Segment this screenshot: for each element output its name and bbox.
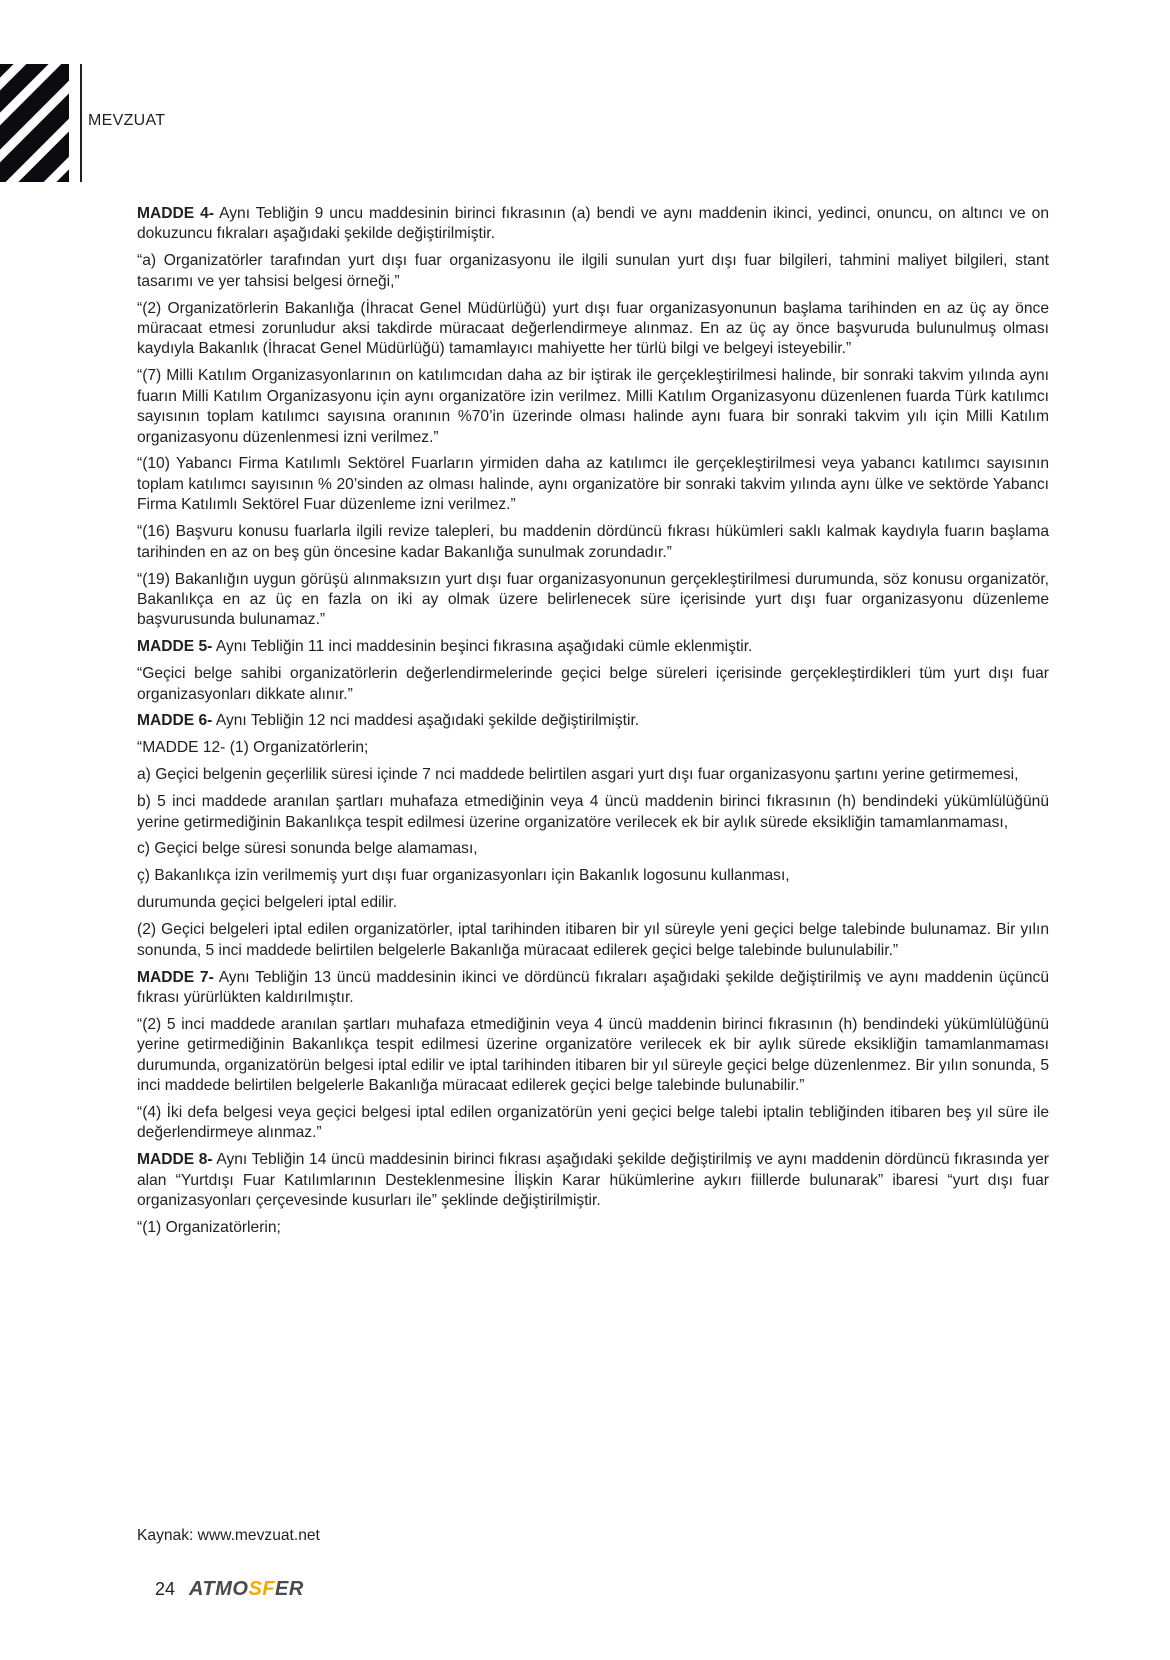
paragraph-text: “(2) 5 inci maddede aranılan şartları muhafaza etmediğinin veya 4 üncü maddenin birinci fıkrasının (h) bendindeki yükümlülüğünü yerine getirmediğinin Bakanlıkça tespit edilmesi üzerine organizatöre verilecek ek bir aylık sürede eksikliğin tamamlanmaması durumunda, organizatörün belgesi iptal edilir ve iptal tarihinden itibaren bir yıl süreyle geçici belge düzenlenmez. Bir yılın sonunda, 5 inci maddede belirtilen belgelerle Bakanlığa müracaat edilerek geçici belge talebinde bulunabilir.” bbox=[137, 1015, 1049, 1095]
paragraph-text: durumunda geçici belgeleri iptal edilir. bbox=[137, 894, 398, 912]
paragraph-text: “(7) Milli Katılım Organizasyonlarının on katılımcıdan daha az bir iştirak ile gerçekleştirilmesi halinde, bir sonraki takvim yılında aynı fuarın Milli Katılım Organizasyonu için aynı organizatöre izin verilmez. Milli Katılım Organizasyonu düzenlenen fuarda Türk katılımcı sayısının toplam katılımcı sayısına oranının %70’in üzerinde olması halinde aynı fuara bir sonraki takvim yılı için Milli Katılım organizasyonu düzenlenmesi izni verilmez.” bbox=[137, 367, 1049, 446]
diagonal-stripes-icon bbox=[0, 64, 69, 182]
paragraph bbox=[137, 299, 1049, 360]
paragraph-text: Aynı Tebliğin 13 üncü maddesinin ikinci ve dördüncü fıkraları aşağıdaki şekilde değiştirilmiş ve aynı maddenin üçüncü fıkrası yürürlükten kaldırılmıştır. bbox=[137, 968, 1049, 1006]
paragraph-text: “(1) Organizatörlerin; bbox=[137, 1218, 281, 1236]
paragraph bbox=[137, 366, 1049, 448]
paragraph-text: “(19) Bakanlığın uygun görüşü alınmaksızın yurt dışı fuar organizasyonunun gerçekleştirilmesi durumunda, söz konusu organizatör, Bakanlıkça en az üç en fazla on iki ay olmak üzere belirlenecek süre içerisinde yurt dışı fuar organizasyonu düzenleme başvurusunda bulunamaz.” bbox=[137, 570, 1049, 629]
paragraph bbox=[137, 522, 1049, 563]
article-heading-paragraph bbox=[137, 968, 1049, 1009]
paragraph bbox=[137, 893, 1049, 913]
paragraph-text: ç) Bakanlıkça izin verilmemiş yurt dışı fuar organizasyonları için Bakanlık logosunu kullanması, bbox=[137, 867, 790, 885]
header-divider bbox=[80, 64, 82, 182]
article-body bbox=[137, 204, 1049, 1245]
paragraph bbox=[137, 1103, 1049, 1144]
paragraph bbox=[137, 920, 1049, 961]
paragraph bbox=[137, 570, 1049, 631]
article-heading-paragraph bbox=[137, 711, 1049, 731]
page-number: 24 bbox=[155, 1579, 176, 1599]
paragraph bbox=[137, 765, 1049, 785]
paragraph-text: (2) Geçici belgeleri iptal edilen organizatörler, iptal tarihinden itibaren bir yıl süreyle yeni geçici belge talebinde bulunamaz. Bir yılın sonunda, 5 inci maddede belirtilen belgelerle Bakanlığa müracaat edilerek geçici belge talebinde bulunulabilir.” bbox=[137, 921, 1049, 959]
page-footer bbox=[155, 1578, 304, 1601]
paragraph bbox=[137, 738, 1049, 758]
paragraph-text: “(4) İki defa belgesi veya geçici belgesi iptal edilen organizatörün yeni geçici belge talebi iptalin tebliğinden itibaren beş yıl süre ile değerlendirmeye alınmaz.” bbox=[137, 1103, 1049, 1142]
article-label: MADDE 5- bbox=[137, 638, 213, 656]
paragraph-text: Aynı Tebliğin 9 uncu maddesinin birinci fıkrasının (a) bendi ve aynı maddenin ikinci, yedinci, onuncu, on altıncı ve on dokuzuncu fıkraları aşağıdaki şekilde değiştirilmiştir. bbox=[137, 205, 1049, 243]
paragraph-text: Aynı Tebliğin 11 inci maddesinin beşinci fıkrasına aşağıdaki cümle eklenmiştir. bbox=[212, 638, 753, 656]
paragraph bbox=[137, 251, 1049, 292]
article-label: MADDE 4- bbox=[137, 205, 215, 222]
paragraph-text: “(16) Başvuru konusu fuarlarla ilgili revize talepleri, bu maddenin dördüncü fıkrası hükümleri saklı kalmak kaydıyla fuarın başlama tarihinden en az on beş gün öncesine kadar Bakanlığa sunulmak zorundadır.” bbox=[137, 523, 1049, 561]
article-heading-paragraph bbox=[137, 204, 1049, 245]
article-label: MADDE 6- bbox=[137, 712, 213, 730]
source-citation: Kaynak: www.mevzuat.net bbox=[137, 1527, 320, 1544]
paragraph bbox=[137, 866, 1049, 886]
article-heading-paragraph bbox=[137, 1150, 1049, 1211]
article-label: MADDE 8- bbox=[137, 1151, 213, 1169]
paragraph-text: b) 5 inci maddede aranılan şartları muhafaza etmediğinin veya 4 üncü maddenin birinci fıkrasının (h) bendindeki yükümlülüğünü yerine getirmediğinin Bakanlıkça tespit edilmesi üzerine organizatöre verilecek ek bir aylık sürede eksikliğin tamamlanmaması, bbox=[137, 793, 1049, 831]
paragraph bbox=[137, 664, 1049, 705]
paragraph-text: a) Geçici belgenin geçerlilik süresi içinde 7 nci maddede belirtilen asgari yurt dışı fuar organizasyonu şartını yerine getirmemesi, bbox=[137, 766, 1019, 784]
paragraph bbox=[137, 1218, 1049, 1238]
atmosfer-logo bbox=[189, 1578, 304, 1601]
paragraph bbox=[137, 454, 1049, 515]
section-title: MEVZUAT bbox=[88, 112, 166, 129]
logo-text-2: ER bbox=[275, 1578, 304, 1600]
paragraph bbox=[137, 1015, 1049, 1097]
paragraph-text: Aynı Tebliğin 14 üncü maddesinin birinci fıkrası aşağıdaki şekilde değiştirilmiş ve aynı maddenin dördüncü fıkrasında yer alan “Yurtdışı Fuar Katılımlarının Desteklenmesine İlişkin Karar hükümlerine aykırı fiillerde bulunarak” ibaresi “yurt dışı fuar organizasyonları çerçevesinde kusurları ile” şeklinde değiştirilmiştir. bbox=[137, 1151, 1049, 1210]
paragraph-text: “Geçici belge sahibi organizatörlerin değerlendirmelerinde geçici belge süreleri içerisinde gerçekleştirdikleri tüm yurt dışı fuar organizasyonları dikkate alınır.” bbox=[137, 665, 1049, 703]
article-label: MADDE 7- bbox=[137, 968, 214, 986]
paragraph bbox=[137, 792, 1049, 833]
paragraph-text: “(2) Organizatörlerin Bakanlığa (İhracat Genel Müdürlüğü) yurt dışı fuar organizasyonunun başlama tarihinden en az üç ay önce müracaat etmesi zorunludur aksi takdirde müracaat değerlendirmeye alınmaz. En az üç ay önce başvuruda bulunulmuş olması kaydıyla Bakanlık (İhracat Genel Müdürlüğü) tamamlayıcı mahiyette her türlü bilgi ve belgeyi isteyebilir.” bbox=[137, 299, 1049, 358]
paragraph-text: “MADDE 12- (1) Organizatörlerin; bbox=[137, 739, 369, 757]
logo-text-1: ATMO bbox=[189, 1578, 249, 1600]
logo-accent: SF bbox=[248, 1578, 275, 1600]
paragraph-text: c) Geçici belge süresi sonunda belge alamaması, bbox=[137, 840, 478, 858]
paragraph-text: “(10) Yabancı Firma Katılımlı Sektörel Fuarların yirmiden daha az katılımcı ile gerçekleştirilmesi veya yabancı katılımcı sayısının toplam katılımcı sayısının % 20’sinden az olması halinde, aynı organizatöre bir sonraki takvim yılında aynı ülke ve sektörde Yabancı Firma Katılımlı Sektörel Fuar düzenleme izni verilmez.” bbox=[137, 455, 1049, 514]
paragraph bbox=[137, 839, 1049, 859]
paragraph-text: Aynı Tebliğin 12 nci maddesi aşağıdaki şekilde değiştirilmiştir. bbox=[212, 712, 640, 730]
article-heading-paragraph bbox=[137, 637, 1049, 657]
paragraph-text: “a) Organizatörler tarafından yurt dışı fuar organizasyonu ile ilgili sunulan yurt dışı fuar bilgileri, tahmini maliyet bilgileri, stant tasarımı ve yer tahsisi belgesi örneği,” bbox=[137, 252, 1049, 290]
